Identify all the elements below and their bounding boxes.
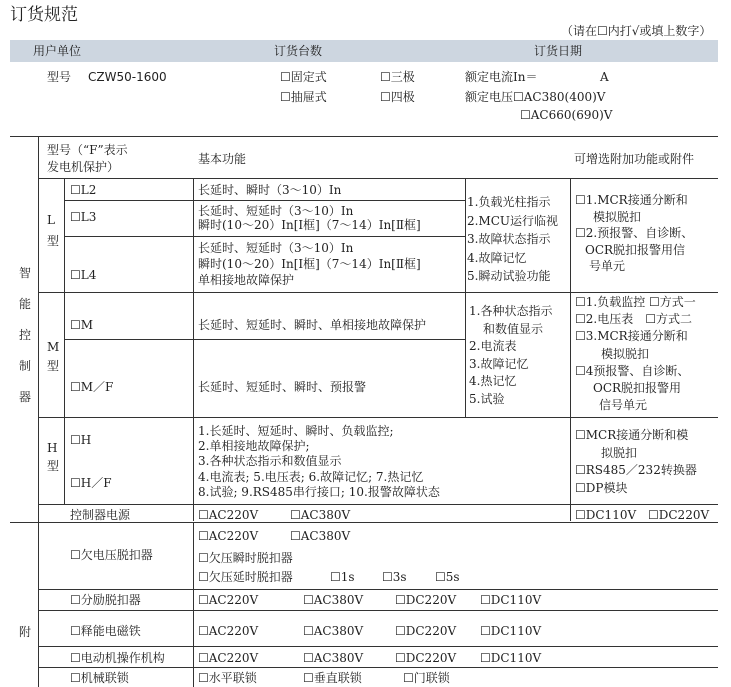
shunt-ac380[interactable]: ☐AC380V xyxy=(303,593,364,607)
l4-option[interactable]: ☐L4 xyxy=(70,268,97,282)
col-divider-4 xyxy=(570,178,571,521)
addon-header: 可增选附加功能或附件 xyxy=(574,152,695,166)
motor-dc110[interactable]: ☐DC110V xyxy=(480,651,542,665)
l-addon-list: ☐1.MCR接通分断和 模拟脱扣 ☐2.预报警、自诊断、 OCR脱扣报警用信 号单元 xyxy=(575,193,694,273)
closing-dc110[interactable]: ☐DC110V xyxy=(480,624,542,638)
page-title: 订货规范 xyxy=(10,5,78,25)
model-value: CZW50-1600 xyxy=(88,70,167,84)
l-section-rule xyxy=(38,292,718,293)
power-dc110[interactable]: ☐DC110V xyxy=(575,508,637,522)
table-top-rule xyxy=(10,136,718,137)
interlock-vertical[interactable]: ☐垂直联锁 xyxy=(303,671,362,685)
h-addon-list: ☐MCR接通分断和模 拟脱扣 ☐RS485／232转换器 ☐DP模块 xyxy=(575,428,697,495)
drawout-option[interactable]: ☐抽屉式 xyxy=(280,90,327,104)
user-unit-label: 用户单位 xyxy=(33,44,82,58)
uv-ac220[interactable]: ☐AC220V xyxy=(198,529,259,543)
uv-delay-5s[interactable]: ☐5s xyxy=(435,570,460,584)
accessory-vertical-label: 附 xyxy=(19,625,32,639)
shunt-dc220[interactable]: ☐DC220V xyxy=(395,593,457,607)
m-extra-list: 1.各种状态指示 和数值显示 2.电流表 3.故障记忆 4.热记忆 5.试验 xyxy=(469,304,553,406)
col-divider-2b xyxy=(193,522,194,687)
controller-bottom-rule xyxy=(10,522,718,523)
uv-delay-1s[interactable]: ☐1s xyxy=(330,570,355,584)
l3-option[interactable]: ☐L3 xyxy=(70,210,97,224)
col-divider-2 xyxy=(193,178,194,521)
uv-delay-3s[interactable]: ☐3s xyxy=(382,570,407,584)
voltage-660-option[interactable]: ☐AC660(690)V xyxy=(520,108,613,122)
rated-current-unit: A xyxy=(600,70,609,84)
basic-func-header: 基本功能 xyxy=(198,152,247,166)
motor-rule xyxy=(38,667,718,668)
h-function-list: 1.长延时、短延时、瞬时、负载监控; 2.单相接地故障保护; 3.各种状态指示和数值显示 4.电流表; 5.电压表; 6.故障记忆; 7.热记忆 8.试验; 9.RS485串行接口; 10.报警故障状态 xyxy=(198,424,440,499)
h-type-label-2: 型 xyxy=(47,459,60,473)
controller-power-label: 控制器电源 xyxy=(70,508,131,522)
order-header-bar xyxy=(10,40,718,62)
fixed-option[interactable]: ☐固定式 xyxy=(280,70,327,84)
undervoltage-release-option[interactable]: ☐欠电压脱扣器 xyxy=(70,548,153,562)
controller-vertical-label: 智 能 控 制 器 xyxy=(19,266,32,404)
m-section-rule xyxy=(38,417,718,418)
col-divider-1 xyxy=(38,136,39,687)
m-rule xyxy=(64,339,465,340)
motor-ac380[interactable]: ☐AC380V xyxy=(303,651,364,665)
m-addon-list: ☐1.负载监控 ☐方式一 ☐2.电压表 ☐方式二 ☐3.MCR接通分断和 模拟脱扣 ☐4预报警、自诊断、 OCR脱扣报警用 信号单元 xyxy=(575,295,696,413)
col-divider-3 xyxy=(465,178,466,417)
l4-function-3: 单相接地故障保护 xyxy=(198,273,295,287)
interlock-horizontal[interactable]: ☐水平联锁 xyxy=(198,671,257,685)
order-date-label: 订货日期 xyxy=(534,44,583,58)
m-inner-divider xyxy=(64,292,65,417)
m-function: 长延时、短延时、瞬时、单相接地故障保护 xyxy=(198,318,427,332)
l2-function: 长延时、瞬时（3～10）In xyxy=(198,183,342,197)
rated-voltage-option[interactable]: 额定电压☐AC380(400)V xyxy=(465,90,606,104)
fill-instruction: （请在☐内打√或填上数字） xyxy=(561,24,712,38)
closing-ac380[interactable]: ☐AC380V xyxy=(303,624,364,638)
motor-dc220[interactable]: ☐DC220V xyxy=(395,651,457,665)
mf-option[interactable]: ☐M／F xyxy=(70,380,114,394)
order-qty-label: 订货台数 xyxy=(274,44,323,58)
uv-instant-option[interactable]: ☐欠压瞬时脱扣器 xyxy=(198,551,293,565)
l-extra-list: 1.负载光柱指示 2.MCU运行临视 3.故障状态指示 4.故障记忆 5.瞬动试验功能 xyxy=(467,195,559,283)
model-label: 型号 xyxy=(47,70,72,84)
l4-function-2: 瞬时(10～20）In[Ⅰ框]（7～14）In[Ⅱ框] xyxy=(198,257,421,271)
h-inner-divider xyxy=(64,417,65,504)
three-pole-option[interactable]: ☐三极 xyxy=(380,70,415,84)
motor-ac220[interactable]: ☐AC220V xyxy=(198,651,259,665)
l-type-label: L xyxy=(47,213,55,227)
h-option[interactable]: ☐H xyxy=(70,433,92,447)
rated-current-label: 额定电流In＝ xyxy=(465,70,538,84)
l4-function-1: 长延时、短延时（3～10）In xyxy=(198,241,354,255)
l3-function-1: 长延时、短延时（3～10）In xyxy=(198,204,354,218)
closing-magnet-option[interactable]: ☐释能电磁铁 xyxy=(70,624,141,638)
header-bottom-rule xyxy=(38,178,718,179)
power-ac380[interactable]: ☐AC380V xyxy=(290,508,351,522)
l3-rule xyxy=(64,236,465,237)
model-col-header: 型号（“F”表示 xyxy=(47,143,128,157)
motor-operator-option[interactable]: ☐电动机操作机构 xyxy=(70,651,165,665)
model-col-header-2: 发电机保护） xyxy=(47,160,120,174)
uv-delay-option[interactable]: ☐欠压延时脱扣器 xyxy=(198,570,293,584)
four-pole-option[interactable]: ☐四极 xyxy=(380,90,415,104)
uv-rule xyxy=(38,589,718,590)
l2-option[interactable]: ☐L2 xyxy=(70,183,97,197)
shunt-release-option[interactable]: ☐分励脱扣器 xyxy=(70,593,141,607)
closing-ac220[interactable]: ☐AC220V xyxy=(198,624,259,638)
interlock-door[interactable]: ☐门联锁 xyxy=(403,671,450,685)
closing-dc220[interactable]: ☐DC220V xyxy=(395,624,457,638)
shunt-ac220[interactable]: ☐AC220V xyxy=(198,593,259,607)
power-dc220[interactable]: ☐DC220V xyxy=(648,508,710,522)
closing-rule xyxy=(38,646,718,647)
mf-function: 长延时、短延时、瞬时、预报警 xyxy=(198,380,367,394)
l2-rule xyxy=(64,200,465,201)
shunt-dc110[interactable]: ☐DC110V xyxy=(480,593,542,607)
mechanical-interlock-option[interactable]: ☐机械联锁 xyxy=(70,671,129,685)
h-type-label: H xyxy=(47,441,58,455)
l-type-label-2: 型 xyxy=(47,234,60,248)
l-inner-divider xyxy=(64,178,65,292)
hf-option[interactable]: ☐H／F xyxy=(70,476,112,490)
uv-ac380[interactable]: ☐AC380V xyxy=(290,529,351,543)
power-ac220[interactable]: ☐AC220V xyxy=(198,508,259,522)
l3-function-2: 瞬时(10～20）In[Ⅰ框]（7～14）In[Ⅱ框] xyxy=(198,218,421,232)
m-type-label-2: 型 xyxy=(47,359,60,373)
h-section-rule xyxy=(38,504,718,505)
shunt-rule xyxy=(38,610,718,611)
m-option[interactable]: ☐M xyxy=(70,318,94,332)
m-type-label: M xyxy=(47,340,60,354)
